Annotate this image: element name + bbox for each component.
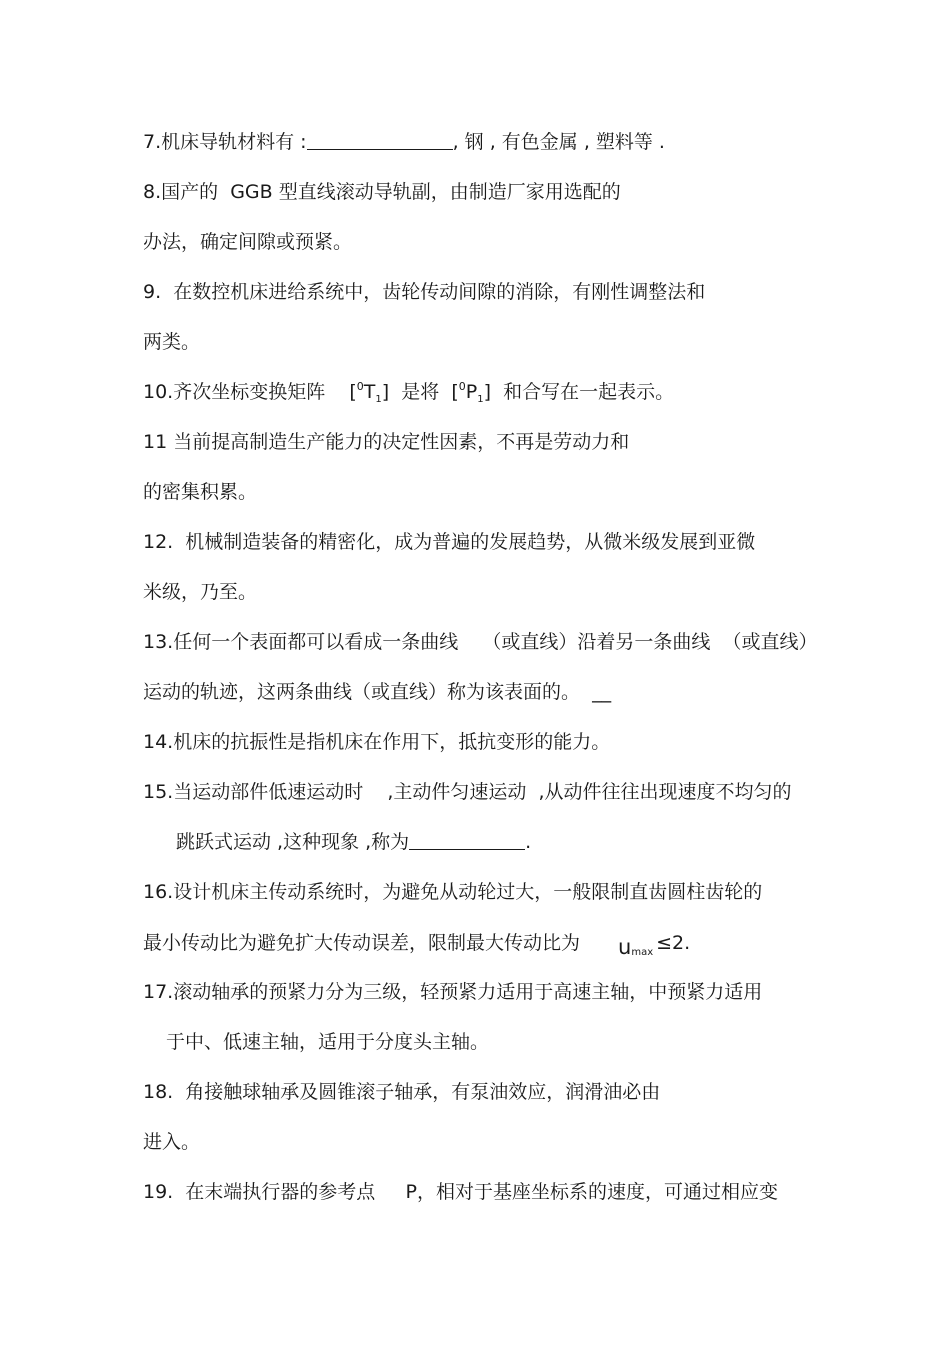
question-14: 14.机床的抗振性是指机床在作用下，抵抗变形的能力。 xyxy=(143,731,611,753)
q10-superscript-2: 0 xyxy=(458,380,466,393)
question-8-line-2: 办法，确定间隙或预紧。 xyxy=(143,231,353,253)
question-11-line-2: 的密集积累。 xyxy=(143,481,258,503)
question-11-line-1: 11 当前提高制造生产能力的决定性因素，不再是劳动力和 xyxy=(143,431,630,453)
question-13-line-2: 运动的轨迹，这两条曲线（或直线）称为该表面的。 __ xyxy=(143,681,612,703)
answer-blank xyxy=(307,131,453,150)
question-12-line-2: 米级，乃至。 xyxy=(143,581,258,603)
question-17-line-1: 17.滚动轴承的预紧力分为三级，轻预紧力适用于高速主轴，中预紧力适用 xyxy=(143,981,763,1003)
q16-text: 最小传动比为避免扩大传动误差，限制最大传动比为 xyxy=(143,932,581,954)
q15-text: 跳跃式运动 ,这种现象 ,称为 xyxy=(176,831,410,853)
question-18-line-1: 18. 角接触球轴承及圆锥滚子轴承，有泵油效应，润滑油必由 xyxy=(143,1081,661,1103)
question-9-line-2: 两类。 xyxy=(143,331,201,353)
q10-subscript-1: 1 xyxy=(375,394,382,405)
question-16-line-2 xyxy=(143,930,690,959)
question-12-line-1: 12. 机械制造装备的精密化，成为普遍的发展趋势，从微米级发展到亚微 xyxy=(143,531,756,553)
answer-blank xyxy=(409,831,525,850)
question-13-line-1: 13.任何一个表面都可以看成一条曲线 （或直线）沿着另一条曲线 （或直线） xyxy=(143,631,818,653)
question-18-line-2: 进入。 xyxy=(143,1131,201,1153)
question-7-text-end: , 钢 , 有色金属 , 塑料等 . xyxy=(452,131,665,153)
q15-period: . xyxy=(525,831,532,853)
q10-subscript-2: 1 xyxy=(477,394,484,405)
question-15-line-1: 15.当运动部件低速运动时 ,主动件匀速运动 ,从动件往往出现速度不均匀的 xyxy=(143,781,792,803)
q16-subscript-max: max xyxy=(631,947,654,958)
q10-symbol-P: P xyxy=(465,381,478,403)
q16-inequality: ≤2. xyxy=(656,932,691,954)
question-8-line-1: 8.国产的 GGB 型直线滚动导轨副，由制造厂家用选配的 xyxy=(143,181,621,203)
q10-text-c: ] 和合写在一起表示。 xyxy=(483,381,675,403)
q10-symbol-T: T xyxy=(363,381,376,403)
q10-text-a: 10.齐次坐标变换矩阵 [ xyxy=(143,381,357,403)
q10-superscript-1: 0 xyxy=(356,380,364,393)
question-10 xyxy=(143,380,674,408)
question-15-line-2 xyxy=(176,830,531,854)
question-9-line-1: 9. 在数控机床进给系统中，齿轮传动间隙的消除，有刚性调整法和 xyxy=(143,281,706,303)
q16-symbol-u: u xyxy=(618,935,632,959)
question-16-line-1: 16.设计机床主传动系统时，为避免从动轮过大，一般限制直齿圆柱齿轮的 xyxy=(143,881,763,903)
question-7-text: 7.机床导轨材料有 : xyxy=(143,131,307,153)
question-17-line-2: 于中、低速主轴，适用于分度头主轴。 xyxy=(166,1031,490,1053)
question-7 xyxy=(143,130,665,154)
question-19-line-1: 19. 在末端执行器的参考点 P，相对于基座坐标系的速度，可通过相应变 xyxy=(143,1181,778,1203)
q10-text-b: ] 是将 [ xyxy=(381,381,459,403)
